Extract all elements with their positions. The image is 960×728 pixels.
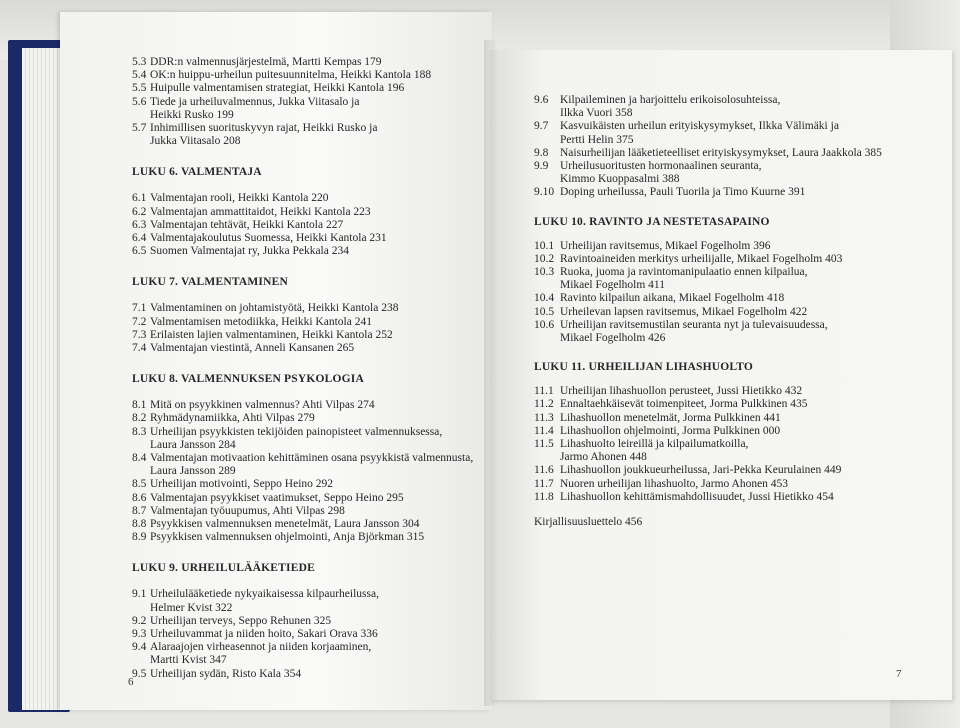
toc-entry [132,531,424,543]
toc-entry [132,399,375,411]
toc-entry [132,588,379,600]
entry-title: Alaraajojen virheasennot ja niiden korjaaminen, [150,641,372,654]
entry-number: 9.9 [534,160,549,172]
entry-number: 8.6 [132,491,147,504]
entry-number: 9.1 [132,588,147,601]
entry-title: Valmentajan motivaation kehittäminen osana psyykkistä valmennusta, [150,452,474,464]
entry-continuation: Laura Jansson 284 [150,438,236,451]
entry-title: Nuoren urheilijan lihashuolto, Jarmo Ahonen 453 [560,477,789,490]
entry-title: Urheilulääketiede nykyaikaisessa kilpaurheilussa, [150,588,379,601]
chapter-heading: LUKU 11. URHEILIJAN LIHASHUOLTO [534,361,754,374]
entry-title: Valmentajan tehtävät, Heikki Kantola 227 [150,218,344,231]
entry-number: 5.5 [132,82,147,95]
toc-entry [534,147,882,159]
entry-number: 6.1 [132,192,147,205]
entry-continuation: Jukka Viitasalo 208 [150,135,241,148]
toc-entry [534,253,842,265]
entry-number: 8.9 [132,531,147,544]
entry-number: 7.4 [132,342,147,354]
entry-number: 8.8 [132,518,147,530]
toc-entry [132,82,404,94]
entry-title: Urheilijan motivointi, Seppo Heino 292 [150,478,334,491]
entry-number: 6.2 [132,205,147,218]
entry-number: 8.7 [132,504,147,517]
toc-entry [534,292,784,304]
entry-number: 10.2 [534,252,555,265]
toc-entry [132,492,404,504]
entry-number: 7.1 [132,302,147,315]
entry-number: 6.4 [132,232,147,244]
toc-entry [132,122,377,134]
toc-entry [534,478,788,490]
entry-title: Ryhmädynamiikka, Ahti Vilpas 279 [150,412,315,425]
right-page [490,50,952,700]
entry-number: 10.6 [534,318,555,331]
toc-entry [534,319,828,331]
entry-number: 9.4 [132,641,147,654]
toc-entry [534,160,762,172]
entry-title: Urheilijan ravitsemus, Mikael Fogelholm 396 [560,239,771,252]
toc-entry [132,69,431,81]
toc-entry [132,342,354,354]
entry-title: Lihashuollon menetelmät, Jorma Pulkkinen 441 [560,411,781,424]
entry-title: Urheiluvammat ja niiden hoito, Sakari Orava 336 [150,628,378,640]
entry-title: Ravinto kilpailun aikana, Mikael Fogelholm 418 [560,292,785,305]
toc-entry [534,94,780,106]
entry-number: 9.8 [534,146,549,159]
entry-number: 10.3 [534,266,555,278]
entry-title: Naisurheilijan lääketieteelliset erityiskysymykset, Laura Jaakkola 385 [560,146,882,159]
entry-number: 8.4 [132,452,147,464]
entry-number: 5.4 [132,69,147,82]
toc-entry [534,491,834,503]
chapter-heading: LUKU 10. RAVINTO JA NESTETASAPAINO [534,215,770,228]
page-number-right: 7 [896,668,902,680]
entry-number: 11.2 [534,398,554,411]
entry-title: Urheilijan lihashuollon perusteet, Jussi Hietikko 432 [560,385,803,398]
entry-number: 8.3 [132,425,147,438]
toc-entry [132,668,301,680]
toc-entry [534,438,748,450]
entry-title: Kasvuikäisten urheilun erityiskysymykset, Ilkka Välimäki ja [560,120,839,133]
toc-entry [132,518,420,530]
entry-title: Urheilevan lapsen ravitsemus, Mikael Fogelholm 422 [560,305,808,318]
book-gutter [484,40,498,706]
toc-entry [132,96,359,108]
entry-title: Ravintoaineiden merkitys urheilijalle, Mikael Fogelholm 403 [560,252,843,265]
entry-continuation: Ilkka Vuori 358 [560,107,633,120]
toc-entry [132,505,345,517]
toc-entry [132,641,371,653]
entry-title: Lihashuolto leireillä ja kilpailumatkoilla, [560,438,749,450]
entry-number: 9.3 [132,628,147,640]
toc-entry [132,192,329,204]
toc-entry [132,56,382,68]
toc-entry [132,412,315,424]
entry-title: Psyykkisen valmennuksen menetelmät, Laura Jansson 304 [150,518,420,530]
entry-title: OK:n huippu-urheilun puitesuunnitelma, Heikki Kantola 188 [150,69,432,82]
entry-number: 8.2 [132,412,147,425]
toc-entry [132,452,473,464]
entry-number: 8.1 [132,399,147,412]
entry-number: 7.2 [132,315,147,328]
entry-number: 8.5 [132,478,147,491]
left-page [60,12,492,710]
toc-entry [132,232,387,244]
entry-number: 10.1 [534,239,555,252]
toc-entry [132,316,372,328]
toc-entry [132,478,333,490]
entry-title: Erilaisten lajien valmentaminen, Heikki Kantola 252 [150,328,393,341]
entry-title: Urheilijan ravitsemustilan seuranta nyt ja tulevaisuudessa, [560,318,828,331]
entry-title: Valmentajan viestintä, Anneli Kansanen 265 [150,342,355,354]
entry-number: 10.4 [534,292,555,305]
toc-entry [534,385,802,397]
toc-entry [534,425,780,437]
entry-continuation: Helmer Kvist 322 [150,601,233,614]
entry-number: 11.3 [534,411,554,424]
entry-number: 10.5 [534,305,555,318]
toc-entry [534,266,808,278]
entry-title: Valmentajakoulutus Suomessa, Heikki Kantola 231 [150,232,387,244]
entry-number: 11.5 [534,438,554,450]
references-entry: Kirjallisuusluettelo 456 [534,516,643,528]
page-number-left: 6 [128,676,134,688]
entry-title: Urheilijan terveys, Seppo Rehunen 325 [150,614,332,627]
toc-entry [534,464,841,476]
entry-number: 6.5 [132,245,147,258]
toc-entry [534,412,781,424]
chapter-heading: LUKU 8. VALMENNUKSEN PSYKOLOGIA [132,373,364,386]
entry-title: Valmentajan työuupumus, Ahti Vilpas 298 [150,504,345,517]
entry-number: 11.6 [534,464,554,477]
entry-title: Mitä on psyykkinen valmennus? Ahti Vilpas 274 [150,399,375,412]
toc-entry [132,329,393,341]
entry-title: Valmentajan ammattitaidot, Heikki Kantola 223 [150,205,371,218]
toc-entry [534,186,805,198]
entry-number: 11.7 [534,477,554,490]
entry-number: 6.3 [132,218,147,231]
entry-title: Kilpaileminen ja harjoittelu erikoisolosuhteissa, [560,94,781,106]
toc-entry [132,245,349,257]
entry-title: Valmentajan psyykkiset vaatimukset, Seppo Heino 295 [150,491,404,504]
toc-entry [132,219,343,231]
entry-title: Valmentaminen on johtamistyötä, Heikki Kantola 238 [150,302,399,315]
entry-title: Lihashuollon kehittämismahdollisuudet, Jussi Hietikko 454 [560,490,834,503]
entry-number: 9.2 [132,614,147,627]
entry-number: 9.5 [132,667,147,680]
entry-title: Lihashuollon ohjelmointi, Jorma Pulkkinen 000 [560,424,781,437]
entry-continuation: Pertti Helin 375 [560,133,634,146]
entry-number: 11.1 [534,385,554,398]
entry-title: Lihashuollon joukkueurheilussa, Jari-Pekka Keurulainen 449 [560,464,842,477]
entry-title: Urheilijan sydän, Risto Kala 354 [150,667,302,680]
toc-entry [534,120,839,132]
entry-title: Valmentajan rooli, Heikki Kantola 220 [150,192,329,205]
entry-title: Suomen Valmentajat ry, Jukka Pekkala 234 [150,245,349,258]
toc-entry [132,302,398,314]
entry-number: 9.7 [534,120,549,133]
entry-title: Inhimillisen suorituskyvyn rajat, Heikki Rusko ja [150,122,378,134]
toc-entry [132,426,442,438]
entry-title: Huipulle valmentamisen strategiat, Heikki Kantola 196 [150,82,405,95]
entry-continuation: Laura Jansson 289 [150,465,236,478]
entry-title: Doping urheilussa, Pauli Tuorila ja Timo Kuurne 391 [560,186,806,199]
chapter-heading: LUKU 6. VALMENTAJA [132,166,262,179]
toc-entry [132,206,371,218]
entry-number: 5.6 [132,95,147,108]
entry-number: 5.3 [132,56,147,68]
entry-number: 9.10 [534,186,555,199]
chapter-heading: LUKU 7. VALMENTAMINEN [132,276,288,289]
toc-entry [534,398,808,410]
entry-continuation: Mikael Fogelholm 426 [560,332,666,344]
entry-continuation: Heikki Rusko 199 [150,108,234,121]
toc-entry [534,240,770,252]
entry-title: Urheilusuoritusten hormonaalinen seuranta, [560,160,762,172]
entry-continuation: Martti Kvist 347 [150,654,227,667]
entry-number: 11.4 [534,424,554,437]
entry-title: Urheilijan psyykkisten tekijöiden painopisteet valmennuksessa, [150,425,443,438]
toc-entry [534,306,807,318]
entry-continuation: Mikael Fogelholm 411 [560,279,665,292]
chapter-heading: LUKU 9. URHEILULÄÄKETIEDE [132,562,315,575]
entry-title: Tiede ja urheiluvalmennus, Jukka Viitasalo ja [150,95,360,108]
entry-number: 9.6 [534,94,549,106]
entry-title: DDR:n valmennusjärjestelmä, Martti Kempas 179 [150,56,382,68]
toc-entry [132,615,331,627]
entry-continuation: Jarmo Ahonen 448 [560,451,647,464]
entry-number: 7.3 [132,328,147,341]
entry-title: Ennaltaehkäisevät toimenpiteet, Jorma Pulkkinen 435 [560,398,808,411]
entry-continuation: Kimmo Kuoppasalmi 388 [560,173,680,186]
entry-title: Valmentamisen metodiikka, Heikki Kantola 241 [150,315,372,328]
entry-number: 5.7 [132,122,147,134]
entry-title: Ruoka, juoma ja ravintomanipulaatio ennen kilpailua, [560,266,808,278]
entry-title: Psyykkisen valmennuksen ohjelmointi, Anja Björkman 315 [150,531,425,544]
toc-entry [132,628,378,640]
entry-number: 11.8 [534,490,554,503]
